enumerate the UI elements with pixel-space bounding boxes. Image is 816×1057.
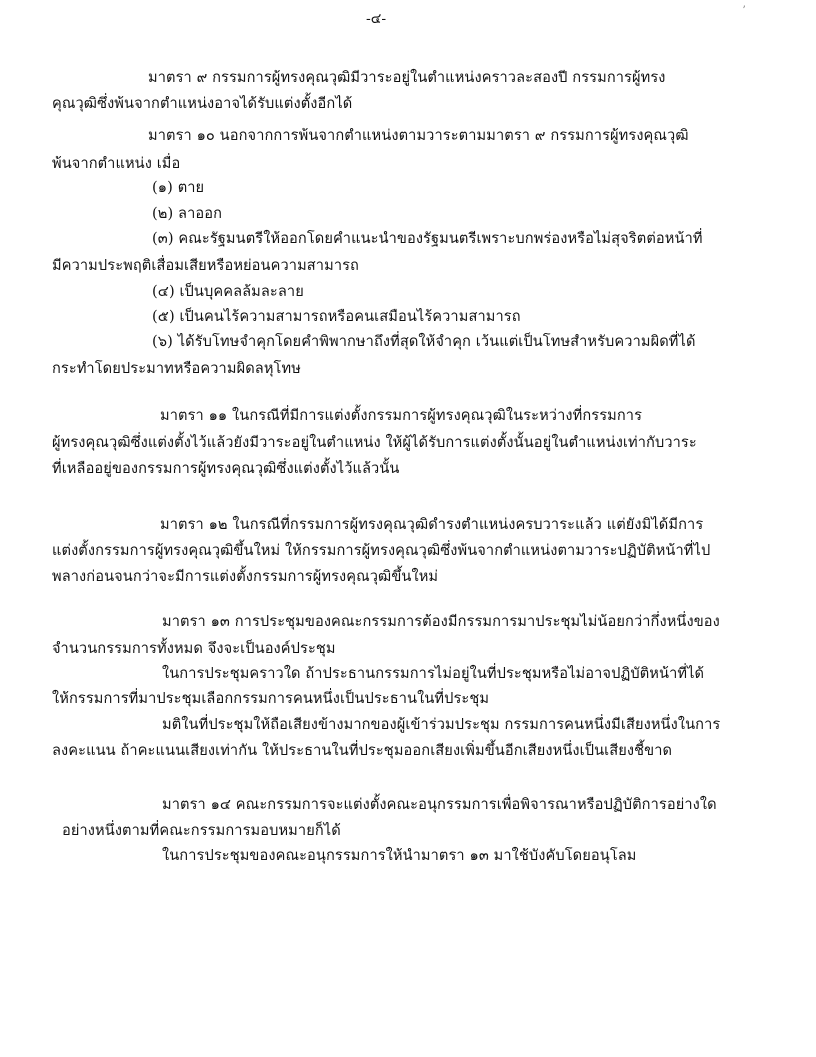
- text-line: มีความประพฤติเสื่อมเสียหรือหย่อนความสามารถ: [52, 257, 359, 274]
- text-line: จำนวนกรรมการทั้งหมด จึงจะเป็นองค์ประชุม: [52, 640, 336, 657]
- text-line: พลางก่อนจนกว่าจะมีการแต่งตั้งกรรมการผู้ทรงคุณวุฒิขึ้นใหม่: [52, 568, 439, 585]
- text-line: (๒) ลาออก: [152, 205, 223, 222]
- page-number: -๔-: [366, 11, 387, 27]
- text-line: มติในที่ประชุมให้ถือเสียงข้างมากของผู้เข้าร่วมประชุม กรรมการคนหนึ่งมีเสียงหนึ่งในการ: [162, 716, 721, 733]
- text-line: มาตรา ๑๐ นอกจากการพ้นจากตำแหน่งตามวาระตามมาตรา ๙ กรรมการผู้ทรงคุณวุฒิ: [148, 127, 689, 144]
- text-line: ในการประชุมของคณะอนุกรรมการให้นำมาตรา ๑๓ มาใช้บังคับโดยอนุโลม: [162, 847, 637, 864]
- text-line: มาตรา ๑๔ คณะกรรมการจะแต่งตั้งคณะอนุกรรมการเพื่อพิจารณาหรือปฏิบัติการอย่างใด: [162, 796, 717, 813]
- text-line: (๔) เป็นบุคคลล้มละลาย: [152, 283, 304, 300]
- text-line: อย่างหนึ่งตามที่คณะกรรมการมอบหมายก็ได้: [62, 822, 341, 839]
- text-line: ให้กรรมการที่มาประชุมเลือกกรรมการคนหนึ่งเป็นประธานในที่ประชุม: [52, 690, 490, 707]
- text-line: ที่เหลืออยู่ของกรรมการผู้ทรงคุณวุฒิซึ่งแต่งตั้งไว้แล้วนั้น: [52, 460, 400, 477]
- text-line: ผู้ทรงคุณวุฒิซึ่งแต่งตั้งไว้แล้วยังมีวาระอยู่ในตำแหน่ง ให้ผู้ได้รับการแต่งตั้งนั้นอยู่ในตำแหน่งเท่ากับวาระ: [52, 434, 697, 451]
- text-line: พ้นจากตำแหน่ง เมื่อ: [52, 155, 181, 172]
- text-line: (๖) ได้รับโทษจำคุกโดยคำพิพากษาถึงที่สุดให้จำคุก เว้นแต่เป็นโทษสำหรับความผิดที่ได้: [152, 333, 696, 350]
- text-line: (๕) เป็นคนไร้ความสามารถหรือคนเสมือนไร้ความสามารถ: [152, 308, 521, 325]
- text-line: มาตรา ๑๑ ในกรณีที่มีการแต่งตั้งกรรมการผู้ทรงคุณวุฒิในระหว่างที่กรรมการ: [160, 407, 643, 424]
- corner-mark: ʼ: [742, 4, 746, 17]
- text-line: มาตรา ๑๓ การประชุมของคณะกรรมการต้องมีกรรมการมาประชุมไม่น้อยกว่ากึ่งหนึ่งของ: [162, 613, 720, 630]
- text-line: ลงคะแนน ถ้าคะแนนเสียงเท่ากัน ให้ประธานในที่ประชุมออกเสียงเพิ่มขึ้นอีกเสียงหนึ่งเป็นเสียงชี้ขาด: [52, 742, 673, 759]
- text-line: ในการประชุมคราวใด ถ้าประธานกรรมการไม่อยู่ในที่ประชุมหรือไม่อาจปฏิบัติหน้าที่ได้: [162, 665, 705, 682]
- text-line: แต่งตั้งกรรมการผู้ทรงคุณวุฒิขึ้นใหม่ ให้กรรมการผู้ทรงคุณวุฒิซึ่งพ้นจากตำแหน่งตามวาระปฏิบัติหน้าที่ไป: [52, 542, 711, 559]
- text-line: กระทำโดยประมาทหรือความผิดลหุโทษ: [52, 360, 301, 377]
- text-line: คุณวุฒิซึ่งพ้นจากตำแหน่งอาจได้รับแต่งตั้งอีกได้: [52, 95, 353, 112]
- text-line: มาตรา ๙ กรรมการผู้ทรงคุณวุฒิมีวาระอยู่ในตำแหน่งคราวละสองปี กรรมการผู้ทรง: [148, 69, 666, 86]
- text-line: (๓) คณะรัฐมนตรีให้ออกโดยคำแนะนำของรัฐมนตรีเพราะบกพร่องหรือไม่สุจริตต่อหน้าที่: [152, 230, 703, 247]
- text-line: มาตรา ๑๒ ในกรณีที่กรรมการผู้ทรงคุณวุฒิดำรงตำแหน่งครบวาระแล้ว แต่ยังมิได้มีการ: [160, 516, 704, 533]
- text-line: (๑) ตาย: [152, 179, 205, 196]
